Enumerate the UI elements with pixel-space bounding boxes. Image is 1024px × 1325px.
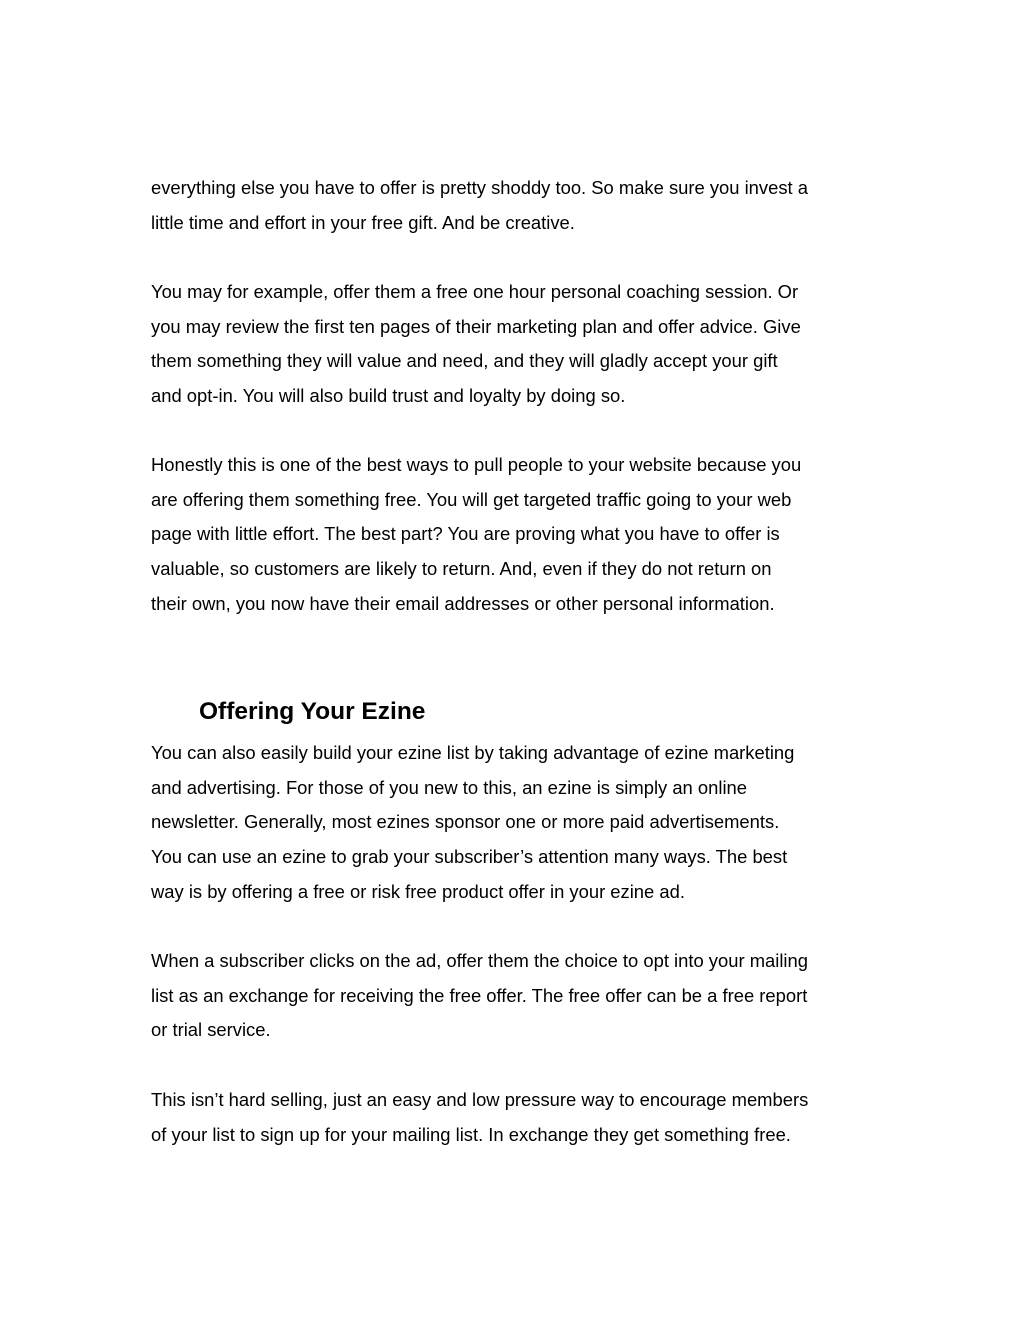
text-line: and advertising. For those of you new to this, an ezine is simply an online	[151, 776, 747, 798]
text-line: are offering them something free. You will get targeted traffic going to your web	[151, 488, 792, 510]
text-line: When a subscriber clicks on the ad, offer them the choice to opt into your mailing	[151, 950, 808, 971]
text-line: everything else you have to offer is pretty shoddy too. So make sure you invest a	[151, 177, 808, 198]
paragraph-coaching-example	[151, 275, 881, 414]
paragraph-free-gift	[151, 171, 881, 240]
paragraph-subscriber-clicks	[151, 944, 881, 1048]
text-line: You can use an ezine to grab your subscriber’s attention many ways. The best	[151, 846, 788, 868]
text-line: list as an exchange for receiving the free offer. The free offer can be a free report	[151, 984, 808, 1006]
text-line: newsletter. Generally, most ezines sponsor one or more paid advertisements.	[151, 811, 780, 833]
text-line: You may for example, offer them a free one hour personal coaching session. Or	[151, 281, 799, 302]
section-heading: Offering Your Ezine	[199, 698, 426, 725]
text-line: You can also easily build your ezine list by taking advantage of ezine marketing	[151, 742, 795, 763]
text-line: This isn’t hard selling, just an easy and low pressure way to encourage members	[151, 1089, 809, 1110]
text-line: little time and effort in your free gift. And be creative.	[151, 211, 575, 233]
text-line: them something they will value and need, and they will gladly accept your gift	[151, 350, 778, 372]
text-line: of your list to sign up for your mailing list. In exchange they get something free.	[151, 1123, 791, 1145]
text-line: their own, you now have their email addresses or other personal information.	[151, 592, 775, 614]
text-line: valuable, so customers are likely to return. And, even if they do not return on	[151, 558, 772, 580]
text-line: and opt-in. You will also build trust and loyalty by doing so.	[151, 385, 626, 407]
paragraph-low-pressure	[151, 1083, 881, 1152]
text-line: way is by offering a free or risk free product offer in your ezine ad.	[151, 880, 685, 902]
text-line: Honestly this is one of the best ways to pull people to your website because you	[151, 454, 802, 475]
text-line: or trial service.	[151, 1019, 271, 1041]
paragraph-targeted-traffic	[151, 448, 881, 622]
paragraph-ezine-marketing	[151, 736, 881, 910]
text-line: you may review the first ten pages of their marketing plan and offer advice. Give	[151, 315, 801, 337]
text-line: page with little effort. The best part? You are proving what you have to offer is	[151, 523, 780, 545]
